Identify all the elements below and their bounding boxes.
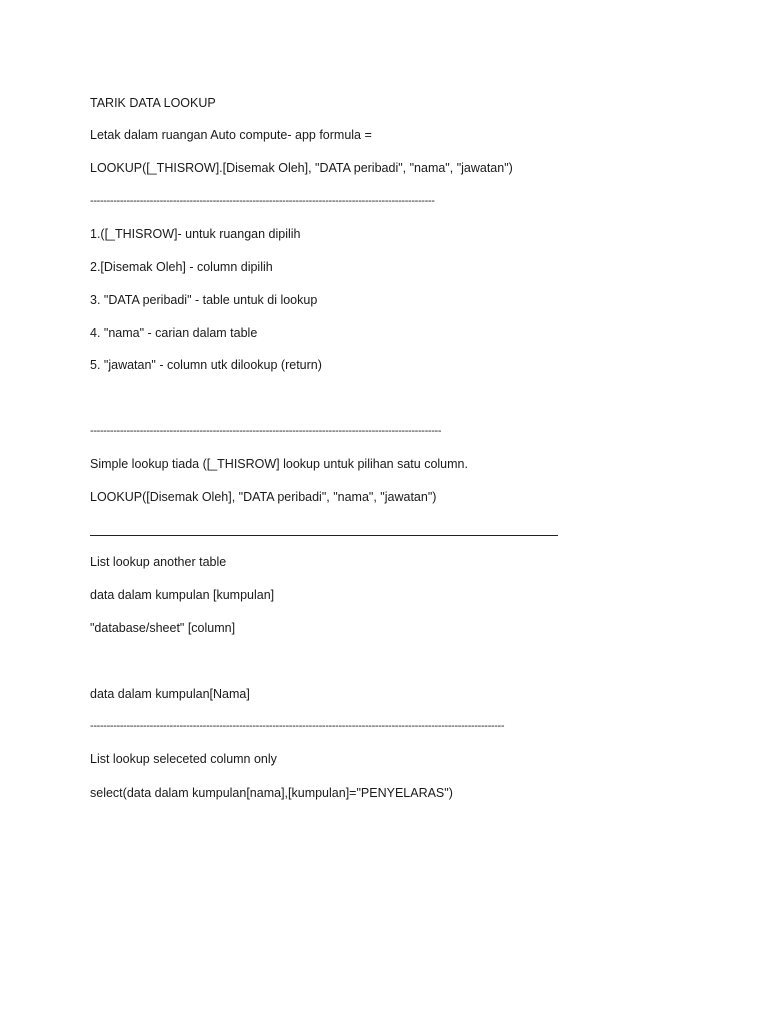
separator-dashes-3: ----------------------------------------------------------------------------------------------------------------------------- (90, 720, 505, 732)
list-item-2: 2.[Disemak Oleh] - column dipilih (90, 260, 273, 274)
separator-dashes-2: ---------------------------------------------------------------------------------------------------------- (90, 425, 442, 437)
simple-lookup-text: Simple lookup tiada ([_THISROW] lookup untuk pilihan satu column. (90, 457, 468, 471)
list-lookup-line-1: data dalam kumpulan [kumpulan] (90, 588, 275, 602)
separator-underline (90, 535, 558, 536)
separator-dashes-1: -------------------------------------------------------------------------------------------------------- (90, 195, 435, 207)
list-item-1: 1.([_THISROW]- untuk ruangan dipilih (90, 227, 301, 241)
selected-lookup-title: List lookup seleceted column only (90, 752, 277, 766)
list-item-3: 3. "DATA peribadi" - table untuk di lookup (90, 293, 318, 307)
list-lookup-line-2: "database/sheet" [column] (90, 621, 236, 635)
doc-title: TARIK DATA LOOKUP (90, 96, 216, 110)
formula-select: select(data dalam kumpulan[nama],[kumpulan]="PENYELARAS") (90, 786, 453, 800)
formula-lookup-thisrow: LOOKUP([_THISROW].[Disemak Oleh], "DATA peribadi", "nama", "jawatan") (90, 161, 513, 175)
intro-text: Letak dalam ruangan Auto compute- app formula = (90, 128, 372, 142)
list-lookup-title: List lookup another table (90, 555, 227, 569)
list-item-4: 4. "nama" - carian dalam table (90, 326, 258, 340)
list-lookup-line-3: data dalam kumpulan[Nama] (90, 687, 250, 701)
formula-lookup-simple: LOOKUP([Disemak Oleh], "DATA peribadi", "nama", "jawatan") (90, 490, 437, 504)
list-item-5: 5. "jawatan" - column utk dilookup (return) (90, 358, 322, 372)
